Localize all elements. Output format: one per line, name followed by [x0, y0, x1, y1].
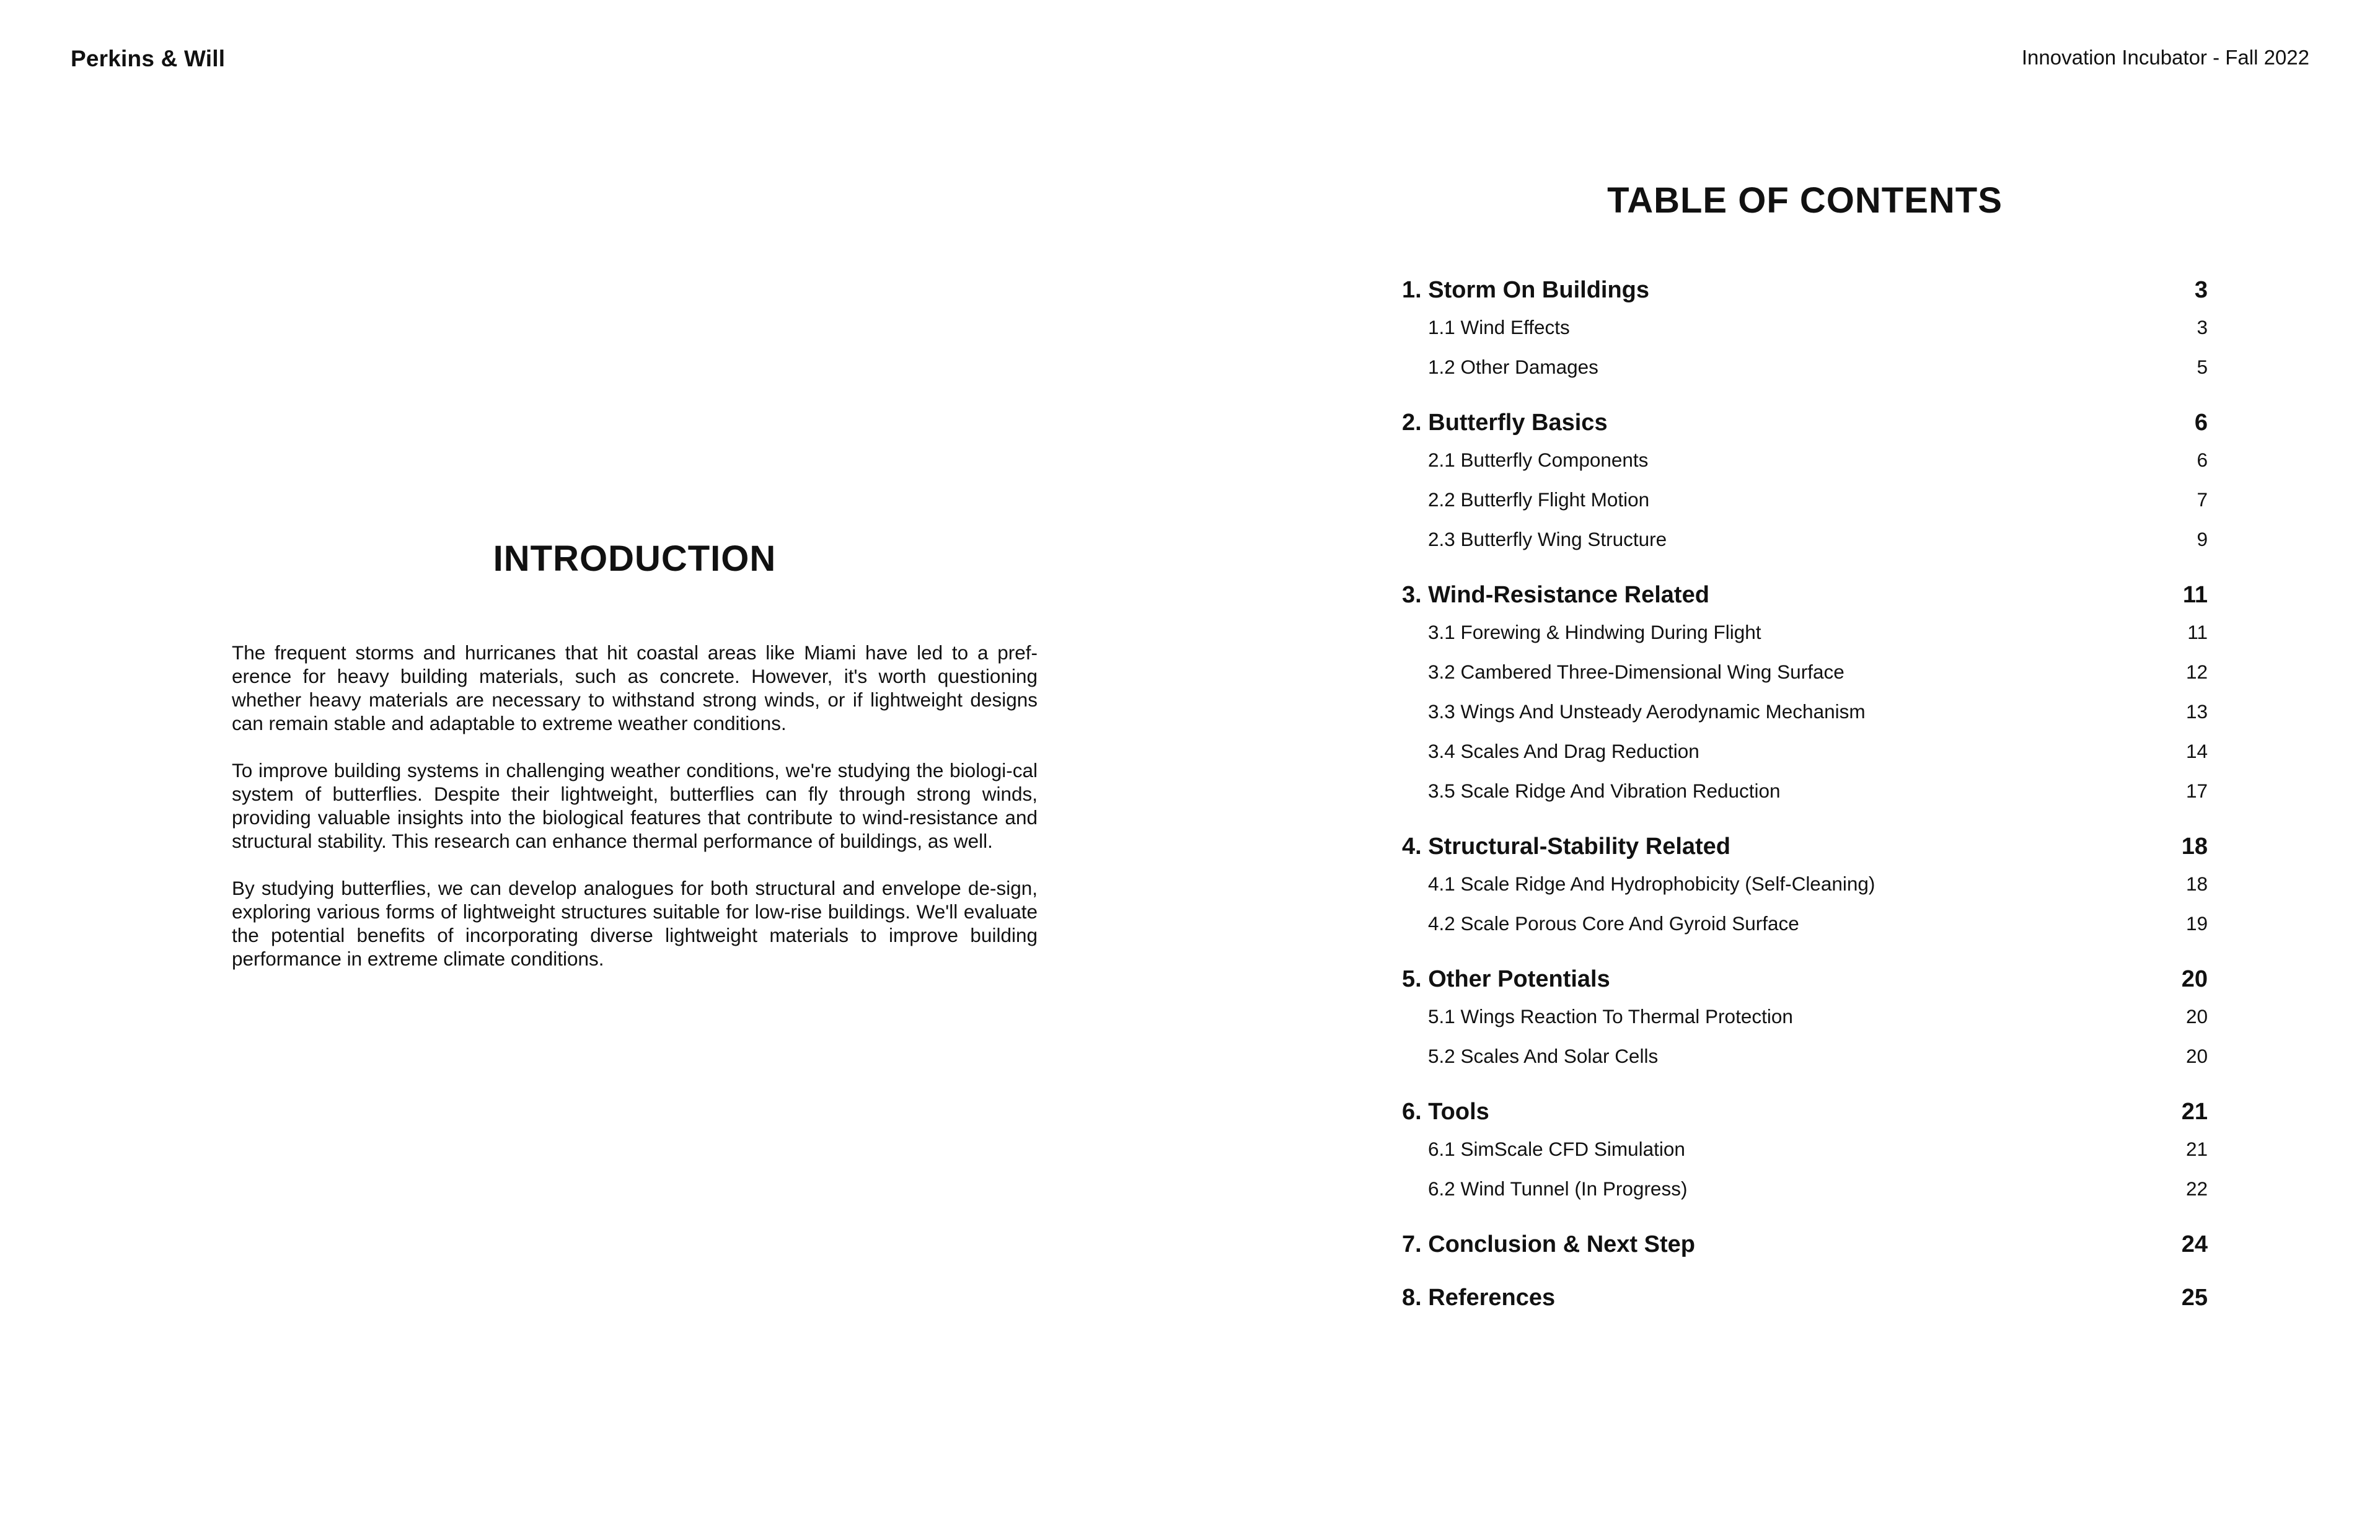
toc-subsection-entry[interactable]: [1402, 347, 2208, 387]
toc-section-entry[interactable]: [1402, 578, 2208, 612]
toc-section-entry[interactable]: [1402, 273, 2208, 307]
toc-subsection-title: 2.1 Butterfly Components: [1428, 449, 1649, 471]
brand-name: Perkins & Will: [71, 46, 226, 71]
toc-section-entry[interactable]: [1402, 405, 2208, 440]
toc-subsection-title: 4.1 Scale Ridge And Hydrophobicity (Self-Cleaning): [1428, 873, 1875, 895]
toc-subsection-page: 7: [2197, 488, 2208, 511]
toc-subsection-page: 20: [2185, 1005, 2208, 1027]
introduction-body: [232, 641, 1038, 994]
toc-subsection-entry[interactable]: [1402, 519, 2208, 559]
toc-section: [1402, 273, 2208, 387]
toc-section-entry[interactable]: [1402, 962, 2208, 997]
toc-subsection-title: 1.1 Wind Effects: [1428, 316, 1570, 338]
toc-subsection-title: 3.1 Forewing & Hindwing During Flight: [1428, 621, 1761, 643]
toc-section-entry[interactable]: [1402, 829, 2208, 864]
toc-subsection-title: 3.2 Cambered Three-Dimensional Wing Surface: [1428, 661, 1844, 683]
toc-subsection-title: 2.2 Butterfly Flight Motion: [1428, 488, 1650, 511]
toc-section-page: 21: [2181, 1099, 2208, 1125]
intro-paragraph: By studying butterflies, we can develop analogues for both structural and envelope de-sign, exploring various forms of lightweight structures suitable for low-rise buildings. We'll evaluate the potential benefits of incorporating diverse lightweight materials to improve building performance in extreme climate conditions.: [232, 877, 1038, 970]
toc-subsection-title: 6.2 Wind Tunnel (In Progress): [1428, 1177, 1688, 1200]
toc-section-title: 3. Wind-Resistance Related: [1402, 582, 1709, 608]
toc-subsection-title: 3.4 Scales And Drag Reduction: [1428, 740, 1699, 762]
introduction-title: INTRODUCTION: [493, 539, 777, 579]
toc-section-page: 11: [2182, 582, 2208, 608]
toc-section-title: 2. Butterfly Basics: [1402, 410, 1608, 436]
toc-subsection-entry[interactable]: [1402, 771, 2208, 811]
toc-section-page: 25: [2181, 1285, 2208, 1311]
toc-subsection-entry[interactable]: [1402, 612, 2208, 652]
toc-subsection-page: 21: [2185, 1138, 2208, 1160]
toc-subsection-entry[interactable]: [1402, 652, 2208, 692]
table-of-contents: [1402, 273, 2208, 1334]
toc-section-page: 24: [2181, 1231, 2208, 1257]
toc-subsection-entry[interactable]: [1402, 440, 2208, 480]
toc-subsection-page: 5: [2197, 356, 2208, 378]
toc-section: [1402, 962, 2208, 1076]
toc-subsection-entry[interactable]: [1402, 307, 2208, 347]
toc-section: [1402, 829, 2208, 943]
document-subtitle: Innovation Incubator - Fall 2022: [2021, 46, 2309, 69]
toc-subsection-title: 2.3 Butterfly Wing Structure: [1428, 528, 1667, 550]
toc-subsection-page: 22: [2185, 1177, 2208, 1200]
toc-section: [1402, 1094, 2208, 1208]
toc-section-page: 6: [2194, 410, 2208, 436]
toc-section-title: 1. Storm On Buildings: [1402, 277, 1650, 303]
toc-section-page: 3: [2194, 277, 2208, 303]
toc-section-page: 20: [2181, 966, 2208, 992]
toc-subsection-page: 13: [2185, 700, 2208, 723]
toc-section-entry[interactable]: [1402, 1227, 2208, 1262]
toc-section: [1402, 405, 2208, 559]
intro-paragraph: To improve building systems in challenging weather conditions, we're studying the biologi-cal system of butterflies. Despite their lightweight, butterflies can fly through strong winds, providing valuable insights into the biological features that contribute to wind-resistance and structural stability. This research can enhance thermal performance of buildings, as well.: [232, 759, 1038, 852]
toc-section: [1402, 578, 2208, 811]
toc-subsection-page: 18: [2185, 873, 2208, 895]
toc-subsection-title: 4.2 Scale Porous Core And Gyroid Surface: [1428, 912, 1799, 935]
toc-subsection-title: 5.2 Scales And Solar Cells: [1428, 1045, 1659, 1067]
toc-subsection-title: 1.2 Other Damages: [1428, 356, 1598, 378]
toc-subsection-entry[interactable]: [1402, 904, 2208, 943]
toc-subsection-entry[interactable]: [1402, 864, 2208, 904]
toc-section-entry[interactable]: [1402, 1094, 2208, 1129]
toc-subsection-page: 3: [2197, 316, 2208, 338]
toc-subsection-entry[interactable]: [1402, 692, 2208, 731]
toc-subsection-page: 17: [2185, 780, 2208, 802]
toc-subsection-page: 20: [2185, 1045, 2208, 1067]
toc-section-title: 8. References: [1402, 1285, 1556, 1311]
toc-section-entry[interactable]: [1402, 1280, 2208, 1315]
toc-section-title: 7. Conclusion & Next Step: [1402, 1231, 1695, 1257]
toc-subsection-entry[interactable]: [1402, 731, 2208, 771]
toc-subsection-page: 12: [2185, 661, 2208, 683]
toc-subsection-page: 6: [2197, 449, 2208, 471]
toc-section: [1402, 1280, 2208, 1315]
toc-subsection-title: 6.1 SimScale CFD Simulation: [1428, 1138, 1685, 1160]
toc-section-page: 18: [2181, 834, 2208, 860]
toc-subsection-page: 19: [2185, 912, 2208, 935]
toc-section: [1402, 1227, 2208, 1262]
toc-subsection-entry[interactable]: [1402, 997, 2208, 1036]
toc-section-title: 6. Tools: [1402, 1099, 1489, 1125]
toc-subsection-entry[interactable]: [1402, 1129, 2208, 1169]
toc-section-title: 4. Structural-Stability Related: [1402, 834, 1731, 860]
toc-subsection-page: 14: [2185, 740, 2208, 762]
toc-subsection-entry[interactable]: [1402, 480, 2208, 519]
intro-paragraph: The frequent storms and hurricanes that hit coastal areas like Miami have led to a pref-erence for heavy building materials, such as concrete. However, it's worth questioning whether heavy materials are necessary to withstand strong winds, or if lightweight designs can remain stable and adaptable to extreme weather conditions.: [232, 641, 1038, 734]
toc-subsection-title: 5.1 Wings Reaction To Thermal Protection: [1428, 1005, 1793, 1027]
toc-subsection-page: 9: [2197, 528, 2208, 550]
toc-subsection-entry[interactable]: [1402, 1169, 2208, 1208]
toc-subsection-entry[interactable]: [1402, 1036, 2208, 1076]
toc-section-title: 5. Other Potentials: [1402, 966, 1610, 992]
toc-subsection-page: 11: [2187, 621, 2208, 643]
toc-title: TABLE OF CONTENTS: [1607, 180, 2003, 221]
toc-subsection-title: 3.5 Scale Ridge And Vibration Reduction: [1428, 780, 1781, 802]
toc-subsection-title: 3.3 Wings And Unsteady Aerodynamic Mechanism: [1428, 700, 1866, 723]
